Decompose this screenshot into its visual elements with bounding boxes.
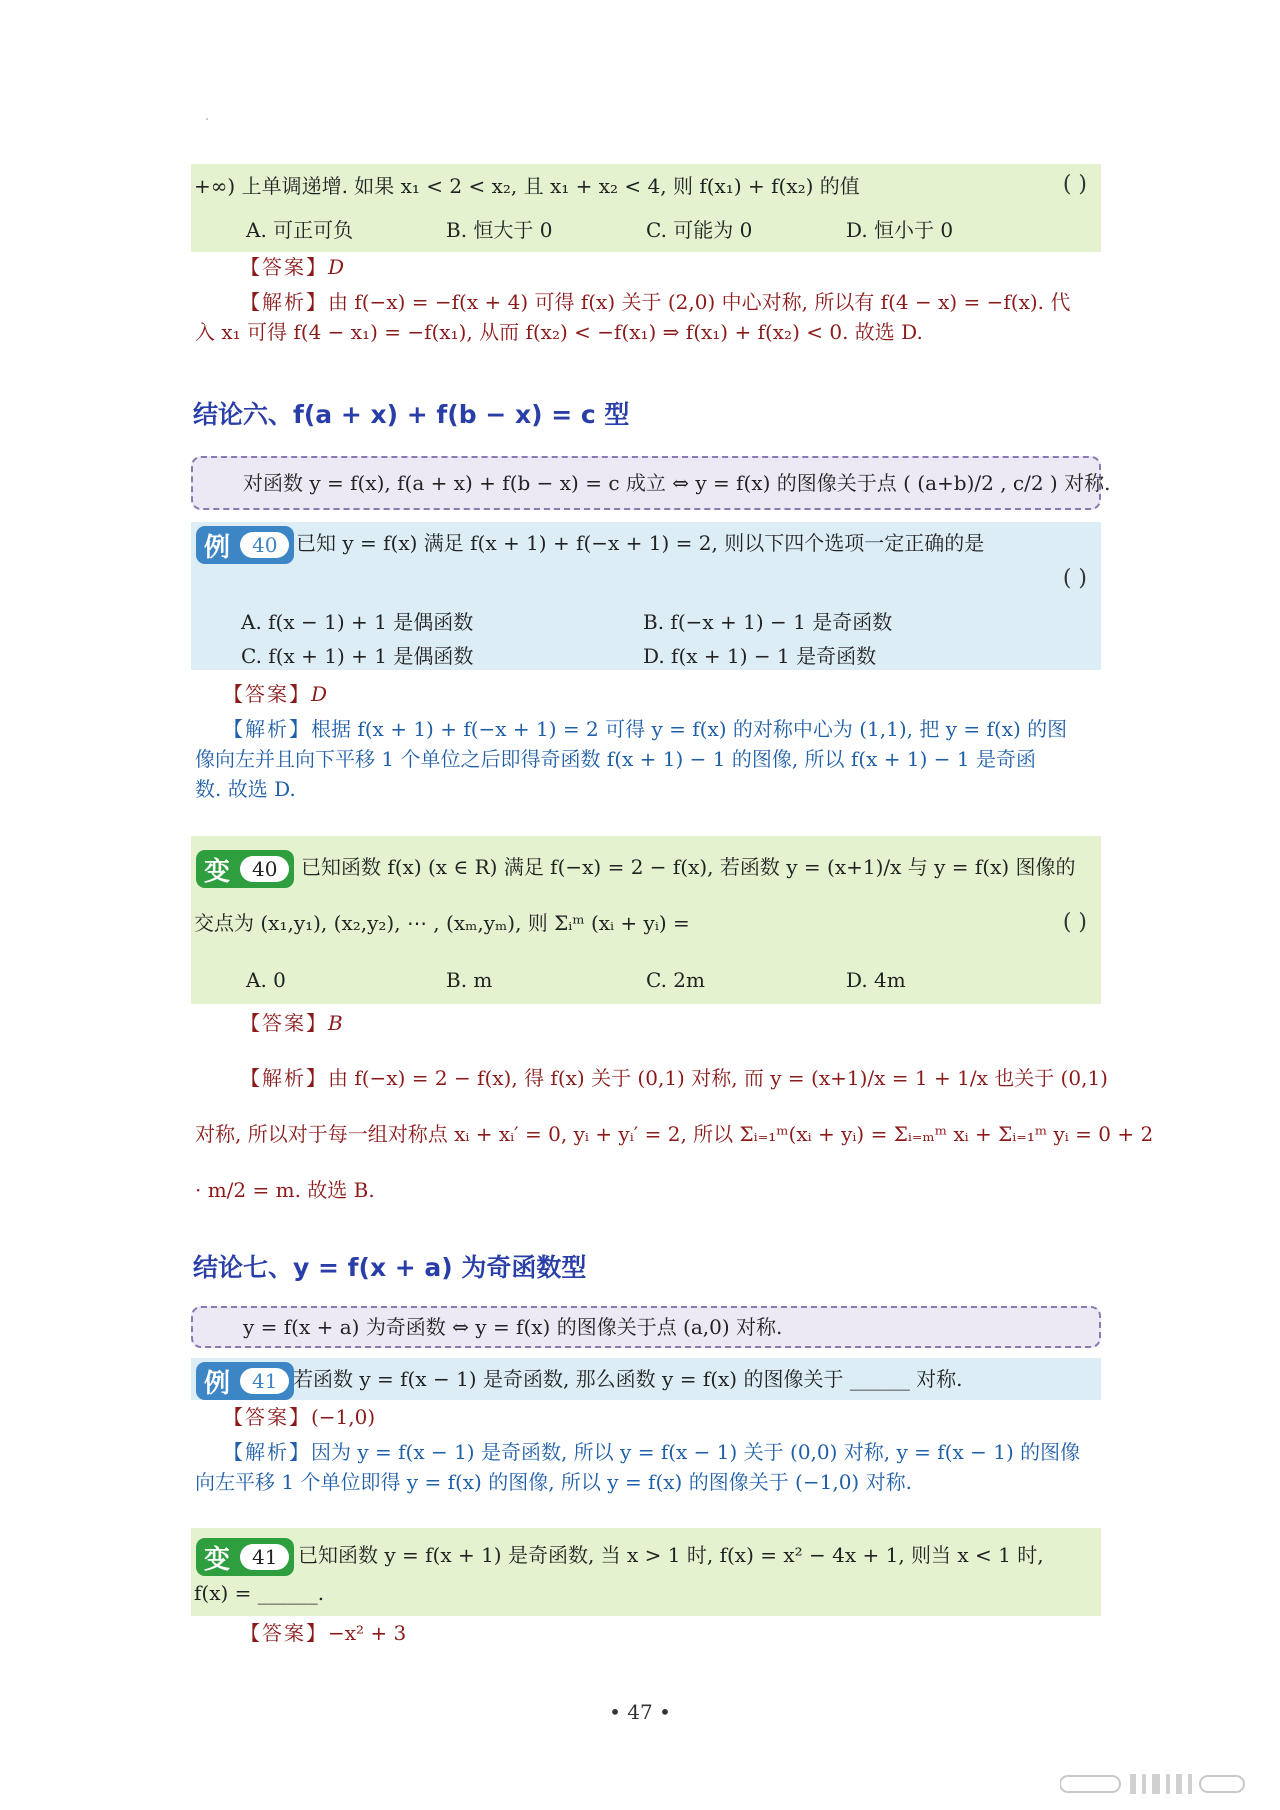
section-heading: 结论六、f(a + x) + f(b − x) = c 型 (193, 400, 630, 429)
answer-value: (−1,0) (311, 1405, 376, 1429)
explanation-line: 根据 f(x + 1) + f(−x + 1) = 2 可得 y = f(x) 的对称中心为 (1,1), 把 y = f(x) 的图 (311, 717, 1068, 741)
option-b: B. f(−x + 1) − 1 是奇函数 (643, 610, 893, 634)
variant-stem-line2: f(x) = ______. (194, 1581, 325, 1605)
explanation-line: 由 f(−x) = 2 − f(x), 得 f(x) 关于 (0,1) 对称, 而 y = (x+1)/x = 1 + 1/x 也关于 (0,1) (328, 1066, 1108, 1090)
example-stem: 已知 y = f(x) 满足 f(x + 1) + f(−x + 1) = 2, 则以下四个选项一定正确的是 (296, 531, 985, 555)
explanation-line: 对称, 所以对于每一组对称点 xᵢ + xᵢ′ = 0, yᵢ + yᵢ′ = 2, 所以 Σᵢ₌₁ᵐ(xᵢ + yᵢ) = Σᵢ₌ₘᵐ xᵢ + Σᵢ₌₁ᵐ yᵢ = 0 + 2 (195, 1122, 1154, 1146)
option-d: D. f(x + 1) − 1 是奇函数 (643, 644, 877, 668)
explanation-line: 数. 故选 D. (195, 777, 296, 801)
option-c: C. 可能为 0 (646, 218, 753, 242)
example-stem: 若函数 y = f(x − 1) 是奇函数, 那么函数 y = f(x) 的图像关于 ______ 对称. (293, 1367, 963, 1391)
example-explanation (195, 714, 1095, 804)
answer-tag: 【答案】 (223, 1405, 311, 1429)
top-question-box (191, 164, 1101, 252)
answer-parentheses: ( ) (1062, 910, 1087, 935)
explanation-tag: 【解析】 (223, 717, 311, 741)
variant-stem: 已知函数 y = f(x + 1) 是奇函数, 当 x > 1 时, f(x) = x² − 4x + 1, 则当 x < 1 时, (298, 1543, 1044, 1567)
top-question-stem: +∞) 上单调递增. 如果 x₁ < 2 < x₂, 且 x₁ + x₂ < 4, 则 f(x₁) + f(x₂) 的值 (194, 174, 860, 198)
answer-value: D (328, 255, 345, 279)
variant-box (191, 836, 1101, 1004)
variant-badge (196, 1538, 294, 1576)
answer-tag: 【答案】 (240, 1011, 328, 1035)
variant-answer (240, 1618, 406, 1648)
answer-value: B (328, 1011, 343, 1035)
badge-number: 40 (240, 856, 289, 882)
theorem-text: y = f(x + a) 为奇函数 ⇔ y = f(x) 的图像关于点 (a,0) 对称. (243, 1315, 783, 1339)
answer-parentheses: ( ) (1062, 566, 1087, 591)
explanation-line: 由 f(−x) = −f(x + 4) 可得 f(x) 关于 (2,0) 中心对称, 所以有 f(4 − x) = −f(x). 代 (328, 290, 1071, 314)
variant-stem: 已知函数 f(x) (x ∈ R) 满足 f(−x) = 2 − f(x), 若函数 y = (x+1)/x 与 y = f(x) 图像的 (301, 855, 1076, 879)
option-a: A. 0 (246, 968, 286, 992)
explanation-tag: 【解析】 (223, 1440, 311, 1464)
option-d: D. 4m (846, 968, 906, 992)
answer-value: D (311, 682, 328, 706)
explanation-line: 因为 y = f(x − 1) 是奇函数, 所以 y = f(x − 1) 关于 (0,0) 对称, y = f(x − 1) 的图像 (311, 1440, 1081, 1464)
answer-tag: 【答案】 (240, 1621, 328, 1645)
scan-dot (206, 118, 208, 120)
example-explanation (195, 1437, 1095, 1497)
badge-char: 变 (198, 1540, 236, 1574)
answer-tag: 【答案】 (240, 255, 328, 279)
option-c: C. 2m (646, 968, 705, 992)
example-box (191, 1358, 1101, 1400)
option-b: B. 恒大于 0 (446, 218, 553, 242)
example-badge (196, 526, 294, 564)
option-b: B. m (446, 968, 493, 992)
explanation-line: 入 x₁ 可得 f(4 − x₁) = −f(x₁), 从而 f(x₂) < −f(x₁) ⇒ f(x₁) + f(x₂) < 0. 故选 D. (195, 320, 923, 344)
option-a: A. f(x − 1) + 1 是偶函数 (241, 610, 474, 634)
explanation-line: 像向左并且向下平移 1 个单位之后即得奇函数 f(x + 1) − 1 的图像, 所以 f(x + 1) − 1 是奇函 (195, 747, 1036, 771)
page-number: • 47 • (609, 1700, 671, 1724)
explanation-tag: 【解析】 (240, 290, 328, 314)
watermark-logo (1060, 1772, 1250, 1796)
example-answer (223, 679, 327, 709)
explanation-line: 向左平移 1 个单位即得 y = f(x) 的图像, 所以 y = f(x) 的图像关于 (−1,0) 对称. (195, 1470, 912, 1494)
option-d: D. 恒小于 0 (846, 218, 954, 242)
badge-char: 例 (198, 528, 236, 562)
answer-parentheses: ( ) (1062, 172, 1087, 197)
explanation-line: · m/2 = m. 故选 B. (195, 1178, 375, 1202)
variant-stem-line2: 交点为 (x₁,y₁), (x₂,y₂), ⋯ , (xₘ,yₘ), 则 Σᵢᵐ (xᵢ + yᵢ) = (194, 911, 690, 935)
option-c: C. f(x + 1) + 1 是偶函数 (241, 644, 474, 668)
top-answer (240, 252, 344, 282)
answer-value: −x² + 3 (328, 1621, 407, 1645)
theorem-box (191, 456, 1111, 510)
badge-number: 41 (240, 1368, 289, 1394)
example-answer (223, 1402, 375, 1432)
badge-char: 例 (198, 1364, 236, 1398)
variant-answer (240, 1008, 343, 1038)
answer-tag: 【答案】 (223, 682, 311, 706)
badge-number: 41 (240, 1544, 289, 1570)
badge-number: 40 (240, 532, 289, 558)
variant-explanation (195, 1050, 1154, 1218)
badge-char: 变 (198, 852, 236, 886)
explanation-tag: 【解析】 (240, 1066, 328, 1090)
variant-badge (196, 850, 294, 888)
top-explanation (195, 287, 1095, 347)
example-badge (196, 1362, 294, 1400)
variant-box (191, 1528, 1101, 1616)
example-box (191, 522, 1101, 670)
theorem-text: 对函数 y = f(x), f(a + x) + f(b − x) = c 成立 ⇔ y = f(x) 的图像关于点 ( (a+b)/2 , c/2 ) 对称. (243, 471, 1111, 495)
section-heading: 结论七、y = f(x + a) 为奇函数型 (193, 1253, 587, 1282)
option-a: A. 可正可负 (246, 218, 354, 242)
theorem-box (191, 1306, 1101, 1348)
